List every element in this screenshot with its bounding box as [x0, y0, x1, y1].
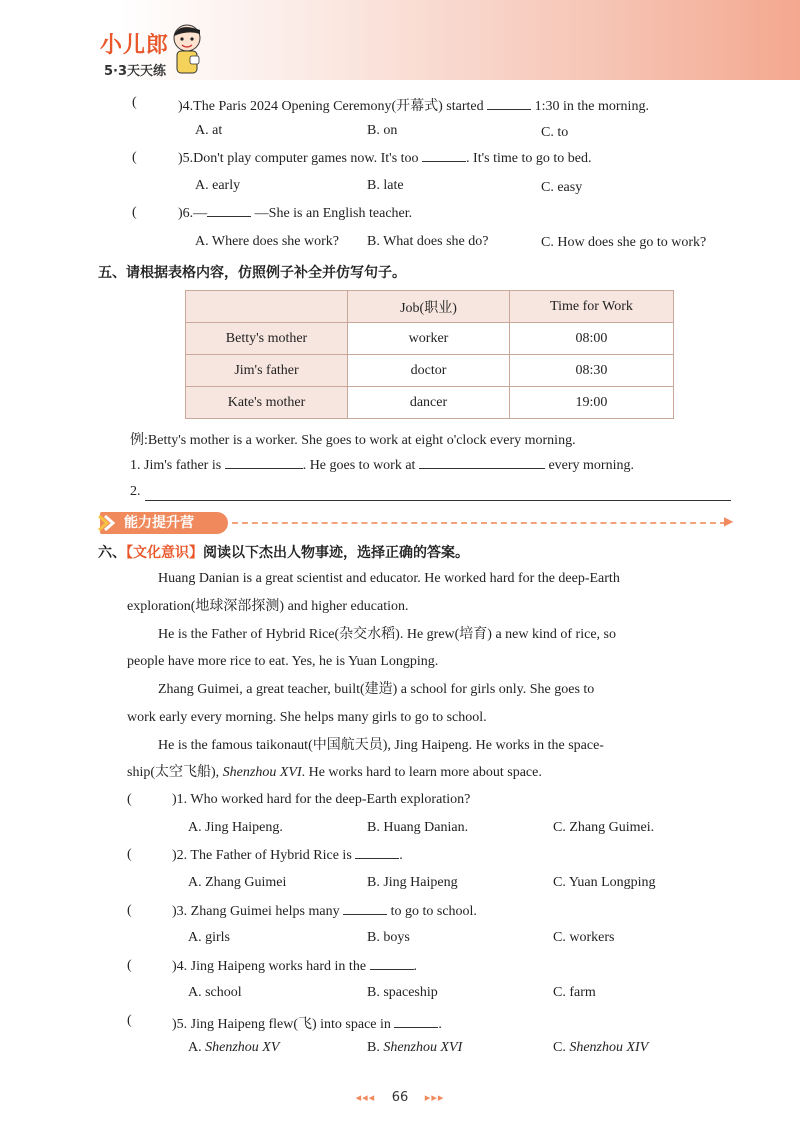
- option-b[interactable]: B. boys: [367, 930, 410, 945]
- question-text: )5.Don't play computer games now. It's too . It's time to go to bed.: [178, 151, 592, 166]
- passage-line: Zhang Guimei, a great teacher, built(建造) a school for girls only. She goes to: [158, 682, 595, 697]
- option-b[interactable]: B. spaceship: [367, 985, 438, 1000]
- example-sentence: 例:Betty's mother is a worker. She goes to work at eight o'clock every morning.: [130, 433, 576, 448]
- question-text: )6.— —She is an English teacher.: [178, 206, 413, 221]
- option-c[interactable]: C. How does she go to work?: [541, 235, 707, 250]
- option-a[interactable]: A. Where does she work?: [195, 234, 339, 249]
- option-a[interactable]: A. at: [195, 123, 223, 138]
- job-table: [185, 290, 674, 419]
- passage-line: work early every morning. She helps many girls to go to school.: [127, 710, 487, 725]
- answer-paren[interactable]: (: [132, 95, 137, 110]
- option-a[interactable]: A. girls: [188, 930, 230, 945]
- section6-title: 六、【文化意识】阅读以下杰出人物事迹，选择正确的答案。: [98, 545, 469, 561]
- table-cell: doctor: [348, 355, 510, 387]
- answer-paren[interactable]: (: [127, 847, 132, 862]
- passage-line: Huang Danian is a great scientist and educator. He worked hard for the deep-Earth: [158, 571, 620, 586]
- question-text: )1. Who worked hard for the deep-Earth exploration?: [172, 792, 471, 807]
- divider: [232, 522, 726, 524]
- answer-paren[interactable]: (: [127, 903, 132, 918]
- series-name: 5·3天天练: [104, 64, 167, 79]
- option-c[interactable]: C. Shenzhou XIV: [553, 1040, 649, 1055]
- answer-paren[interactable]: (: [127, 958, 132, 973]
- arrow-right-icon: ▶: [724, 514, 734, 528]
- option-c[interactable]: C. easy: [541, 180, 583, 195]
- question-text: )4.The Paris 2024 Opening Ceremony(开幕式) started 1:30 in the morning.: [178, 99, 649, 114]
- option-b[interactable]: B. Jing Haipeng: [367, 875, 458, 890]
- answer-paren[interactable]: (: [127, 1013, 132, 1028]
- option-c[interactable]: C. Yuan Longping: [553, 875, 656, 890]
- table-header-row: [186, 291, 674, 323]
- question-text: )4. Jing Haipeng works hard in the .: [172, 959, 418, 974]
- option-c[interactable]: C. farm: [553, 985, 596, 1000]
- passage-line: He is the famous taikonaut(中国航天员), Jing Haipeng. He works in the space-: [158, 738, 604, 753]
- option-b[interactable]: B. late: [367, 178, 404, 193]
- option-c[interactable]: C. to: [541, 125, 569, 140]
- write-line[interactable]: [145, 500, 731, 501]
- question-text: )5. Jing Haipeng flew(飞) into space in .: [172, 1017, 442, 1032]
- brand-logo: 小儿郎: [100, 33, 170, 58]
- fill-line-2-label: 2.: [130, 484, 141, 499]
- question-text: )2. The Father of Hybrid Rice is .: [172, 848, 403, 863]
- question-text: )3. Zhang Guimei helps many to go to school.: [172, 904, 477, 919]
- mascot-icon: [170, 22, 204, 78]
- answer-paren[interactable]: (: [132, 150, 137, 165]
- table-cell: Time for Work: [510, 291, 674, 323]
- table-cell: dancer: [348, 387, 510, 419]
- blank-job[interactable]: [225, 457, 303, 469]
- passage-line: people have more rice to eat. Yes, he is Yuan Longping.: [127, 654, 439, 669]
- section-banner: 能力提升营: [100, 512, 228, 534]
- blank-time[interactable]: [419, 457, 545, 469]
- option-a[interactable]: A. Zhang Guimei: [188, 875, 287, 890]
- answer-paren[interactable]: (: [132, 205, 137, 220]
- option-a[interactable]: A. Jing Haipeng.: [188, 820, 283, 835]
- passage-line: exploration(地球深部探测) and higher education.: [127, 599, 409, 614]
- passage-line: He is the Father of Hybrid Rice(杂交水稻). He grew(培育) a new kind of rice, so: [158, 627, 616, 642]
- table-cell: Jim's father: [186, 355, 348, 387]
- option-b[interactable]: B. on: [367, 123, 398, 138]
- page-number: ◂◂◂ 66 ▸▸▸: [355, 1090, 445, 1105]
- arrow-left-icon: ◂◂◂: [355, 1091, 376, 1104]
- arrow-right-icon: ▸▸▸: [424, 1091, 445, 1104]
- option-a[interactable]: A. early: [195, 178, 241, 193]
- banner-icon: [96, 512, 118, 534]
- table-cell: 08:30: [510, 355, 674, 387]
- table-cell: worker: [348, 323, 510, 355]
- option-a[interactable]: A. school: [188, 985, 242, 1000]
- table-cell: 08:00: [510, 323, 674, 355]
- option-b[interactable]: B. Shenzhou XVI: [367, 1040, 463, 1055]
- table-cell: Job(职业): [348, 291, 510, 323]
- option-c[interactable]: C. workers: [553, 930, 615, 945]
- option-c[interactable]: C. Zhang Guimei.: [553, 820, 655, 835]
- table-cell: Kate's mother: [186, 387, 348, 419]
- table-row: [186, 323, 674, 355]
- table-cell: 19:00: [510, 387, 674, 419]
- table-row: [186, 355, 674, 387]
- table-cell: [186, 291, 348, 323]
- passage-line: ship(太空飞船), Shenzhou XVI. He works hard to learn more about space.: [127, 765, 542, 780]
- option-a[interactable]: A. Shenzhou XV: [188, 1040, 280, 1055]
- section5-title: 五、请根据表格内容，仿照例子补全并仿写句子。: [98, 265, 406, 281]
- table-cell: Betty's mother: [186, 323, 348, 355]
- answer-paren[interactable]: (: [127, 792, 132, 807]
- fill-line-1: 1. Jim's father is . He goes to work at every morning.: [130, 458, 634, 473]
- option-b[interactable]: B. Huang Danian.: [367, 820, 469, 835]
- table-row: [186, 387, 674, 419]
- option-b[interactable]: B. What does she do?: [367, 234, 489, 249]
